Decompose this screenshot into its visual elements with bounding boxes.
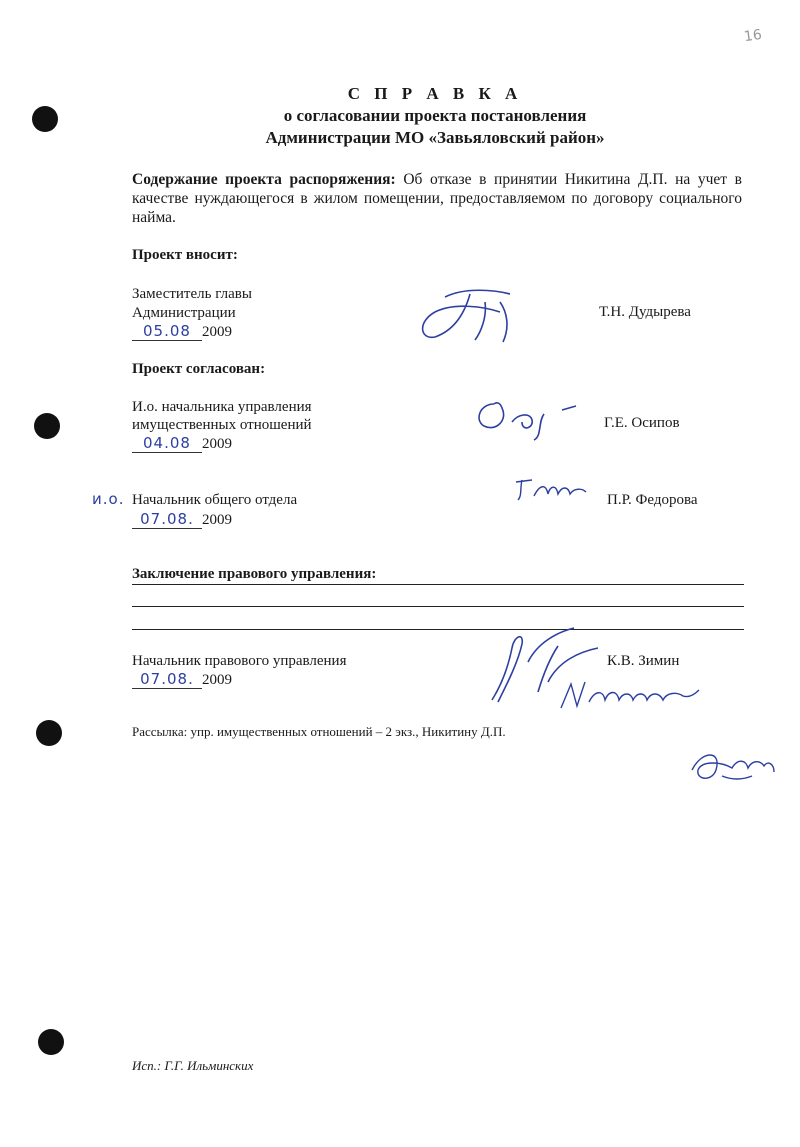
legal-date xyxy=(132,670,232,689)
legal-rule-1 xyxy=(132,584,744,585)
document-title: С П Р А В К А xyxy=(347,84,523,103)
legal-rule-3 xyxy=(132,629,744,630)
legal-position: Начальник правового управления xyxy=(132,653,347,669)
content-label: Содержание проекта распоряжения: xyxy=(132,171,396,188)
submitted-year: 2009 xyxy=(202,324,232,340)
signature-melnikova xyxy=(555,672,705,716)
signer1-position-line1: И.о. начальника управления xyxy=(132,399,312,415)
punch-hole-3 xyxy=(36,720,62,746)
signature-corner xyxy=(682,740,782,790)
signer1-year: 2009 xyxy=(202,436,232,452)
signer1-position-line2: имущественных отношений xyxy=(132,417,312,433)
submitted-date-handwritten: 05.08 xyxy=(132,322,202,341)
signer2-name: П.Р. Федорова xyxy=(607,492,698,508)
signer1-date xyxy=(132,434,232,453)
legal-date-handwritten: 07.08. xyxy=(132,670,202,689)
submitted-date xyxy=(132,322,232,341)
signer2-year: 2009 xyxy=(202,512,232,528)
signer1-date-handwritten: 04.08 xyxy=(132,434,202,453)
signer2-position: Начальник общего отдела xyxy=(132,492,298,508)
punch-hole-2 xyxy=(34,413,60,439)
submitted-position-line2: Администрации xyxy=(132,305,236,321)
signature-osipov xyxy=(472,392,582,442)
document-subtitle-line1: о согласовании проекта постановления xyxy=(283,106,587,125)
signature-fedorova xyxy=(512,474,592,504)
submitted-name: Т.Н. Дудырева xyxy=(599,304,691,320)
submitted-heading: Проект вносит: xyxy=(132,247,238,263)
page-number: 16 xyxy=(742,26,763,46)
legal-year: 2009 xyxy=(202,672,232,688)
submitted-position-line1: Заместитель главы xyxy=(132,286,252,302)
legal-heading: Заключение правового управления: xyxy=(132,566,377,582)
signer1-name: Г.Е. Осипов xyxy=(604,415,680,431)
approved-heading: Проект согласован: xyxy=(132,361,266,377)
legal-name: К.В. Зимин xyxy=(607,653,680,669)
signer2-date-handwritten: 07.08. xyxy=(132,510,202,529)
legal-rule-2 xyxy=(132,606,744,607)
content-paragraph xyxy=(132,170,742,227)
signature-dudyreva xyxy=(415,282,525,344)
distribution-note: Рассылка: упр. имущественных отношений – 2 экз., Никитину Д.П. xyxy=(132,724,506,739)
executor-note: Исп.: Г.Г. Ильминских xyxy=(132,1058,254,1073)
document-subtitle-line2: Администрации МО «Завьяловский район» xyxy=(265,128,605,147)
punch-hole-4 xyxy=(38,1029,64,1055)
signer2-date xyxy=(132,510,232,529)
signer2-prefix-handwritten: и.о. xyxy=(92,490,125,508)
content-text: Об отказе в принятии Никитина Д.П. на учет в качестве нуждающегося в жилом помещении, предоставляемом по договору социального найма. xyxy=(132,171,742,226)
